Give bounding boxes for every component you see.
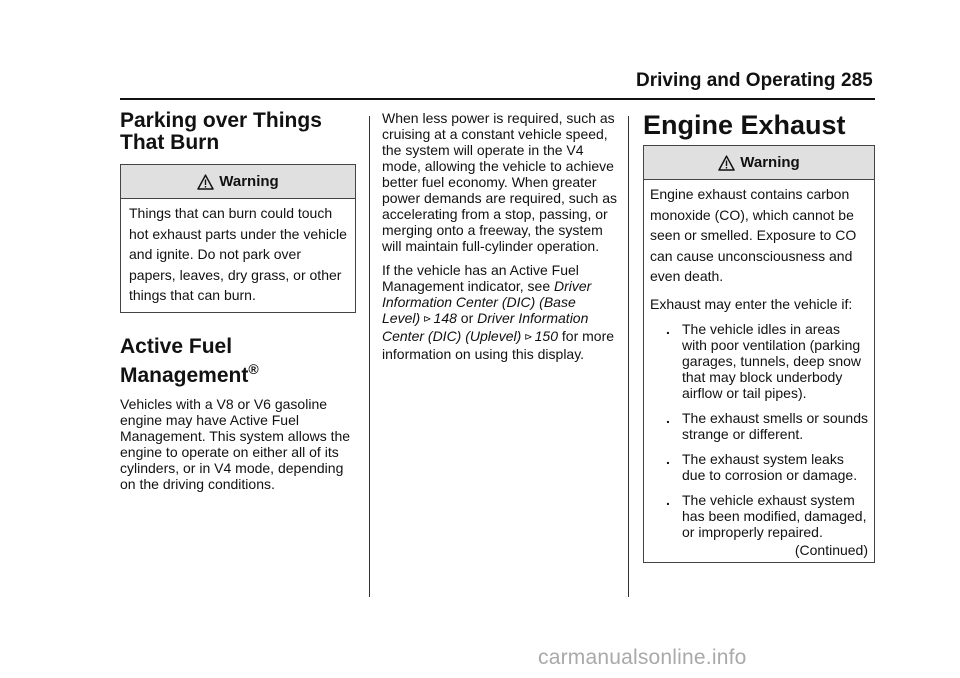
column-divider-right xyxy=(628,116,629,597)
bullet-text: The vehicle idles in areas with poor ventilation (parking garages, tunnels, deep snow that may block underbody airflow or tail pipes). xyxy=(682,321,862,401)
exhaust-warning-header xyxy=(644,146,874,180)
bullet-icon: . xyxy=(666,451,670,467)
exhaust-warning-body xyxy=(644,180,874,562)
page-ref-arrow-icon: ⊳ xyxy=(423,314,432,325)
parking-title-line2: That Burn xyxy=(120,131,220,154)
afm-body xyxy=(120,396,356,492)
list-item xyxy=(650,492,868,540)
exhaust-co-text: Engine exhaust contains carbon monoxide (CO), which cannot be seen or smelled. Exposure to CO can cause unconsciousness and even death. xyxy=(650,186,857,284)
afm-title: Active Fuel Management xyxy=(120,334,249,387)
bullet-icon: . xyxy=(666,321,670,337)
indicator-text-start: If the vehicle has an Active Fuel Management indicator, see xyxy=(382,262,579,294)
afm-section-title xyxy=(120,336,356,387)
left-column xyxy=(120,110,356,500)
afm-operation-text: When less power is required, such as cruising at a constant vehicle speed, the system will operate in the V4 mode, allowing the vehicle to achieve better fuel economy. When greater power demands are required, such as accelerating from a stop, passing, or merging onto a freeway, the system will maintain full-cylinder operation. xyxy=(382,110,618,254)
list-item xyxy=(650,321,868,401)
column-divider-left xyxy=(369,116,370,597)
xref-dic-base-level[interactable]: Driver Information Center (DIC) (Base Level) xyxy=(382,278,592,326)
continued-note: (Continued) xyxy=(794,542,868,558)
bullet-text: The exhaust smells or sounds strange or different. xyxy=(682,410,868,442)
list-item xyxy=(650,410,868,442)
exhaust-warning-box xyxy=(643,145,875,563)
page-number: 285 xyxy=(841,70,873,91)
header-rule xyxy=(120,98,875,100)
parking-warning-body xyxy=(121,199,355,312)
engine-exhaust-title: Engine Exhaust xyxy=(643,110,846,140)
parking-title-line1: Parking over Things xyxy=(120,109,322,132)
indicator-text-end: for more information on using this display. xyxy=(382,328,615,362)
page-ref-arrow-icon: ⊳ xyxy=(524,332,533,343)
exhaust-enter-text: Exhaust may enter the vehicle if: xyxy=(650,295,853,312)
list-item xyxy=(650,451,868,483)
warning-icon xyxy=(197,174,214,190)
page-ref-148[interactable]: 148 xyxy=(433,310,457,326)
right-column xyxy=(643,110,875,563)
parking-warning-text: Things that can burn could touch hot exhaust parts under the vehicle and ignite. Do not park over papers, leaves, dry grass, or other things that can burn. xyxy=(129,205,347,303)
parking-warning-box xyxy=(120,164,356,313)
exhaust-warning-label: Warning xyxy=(740,154,800,171)
afm-registered-mark: ® xyxy=(248,360,259,377)
bullet-text: The vehicle exhaust system has been modified, damaged, or improperly repaired. xyxy=(682,492,867,540)
parking-section-title xyxy=(120,110,356,154)
warning-icon xyxy=(718,155,735,171)
xref-dic-uplevel[interactable]: Driver Information Center (DIC) (Uplevel) xyxy=(382,310,589,344)
running-header-title: Driving and Operating xyxy=(636,70,836,91)
afm-text: Vehicles with a V8 or V6 gasoline engine may have Active Fuel Management. This system allows the engine to operate on either all of its cylinders, or in V4 mode, depending on the driving conditions. xyxy=(120,395,351,492)
indicator-text-or: or xyxy=(456,310,478,326)
parking-warning-header xyxy=(121,165,355,199)
site-watermark: carmanualsonline.info xyxy=(538,646,747,669)
exhaust-conditions-list xyxy=(650,321,868,540)
bullet-icon: . xyxy=(666,410,670,426)
middle-column xyxy=(382,110,618,370)
bullet-icon: . xyxy=(666,492,670,508)
bullet-text: The exhaust system leaks due to corrosion or damage. xyxy=(682,451,858,483)
afm-indicator-text xyxy=(382,262,618,362)
page-ref-150[interactable]: 150 xyxy=(534,328,558,344)
parking-warning-label: Warning xyxy=(219,173,279,190)
